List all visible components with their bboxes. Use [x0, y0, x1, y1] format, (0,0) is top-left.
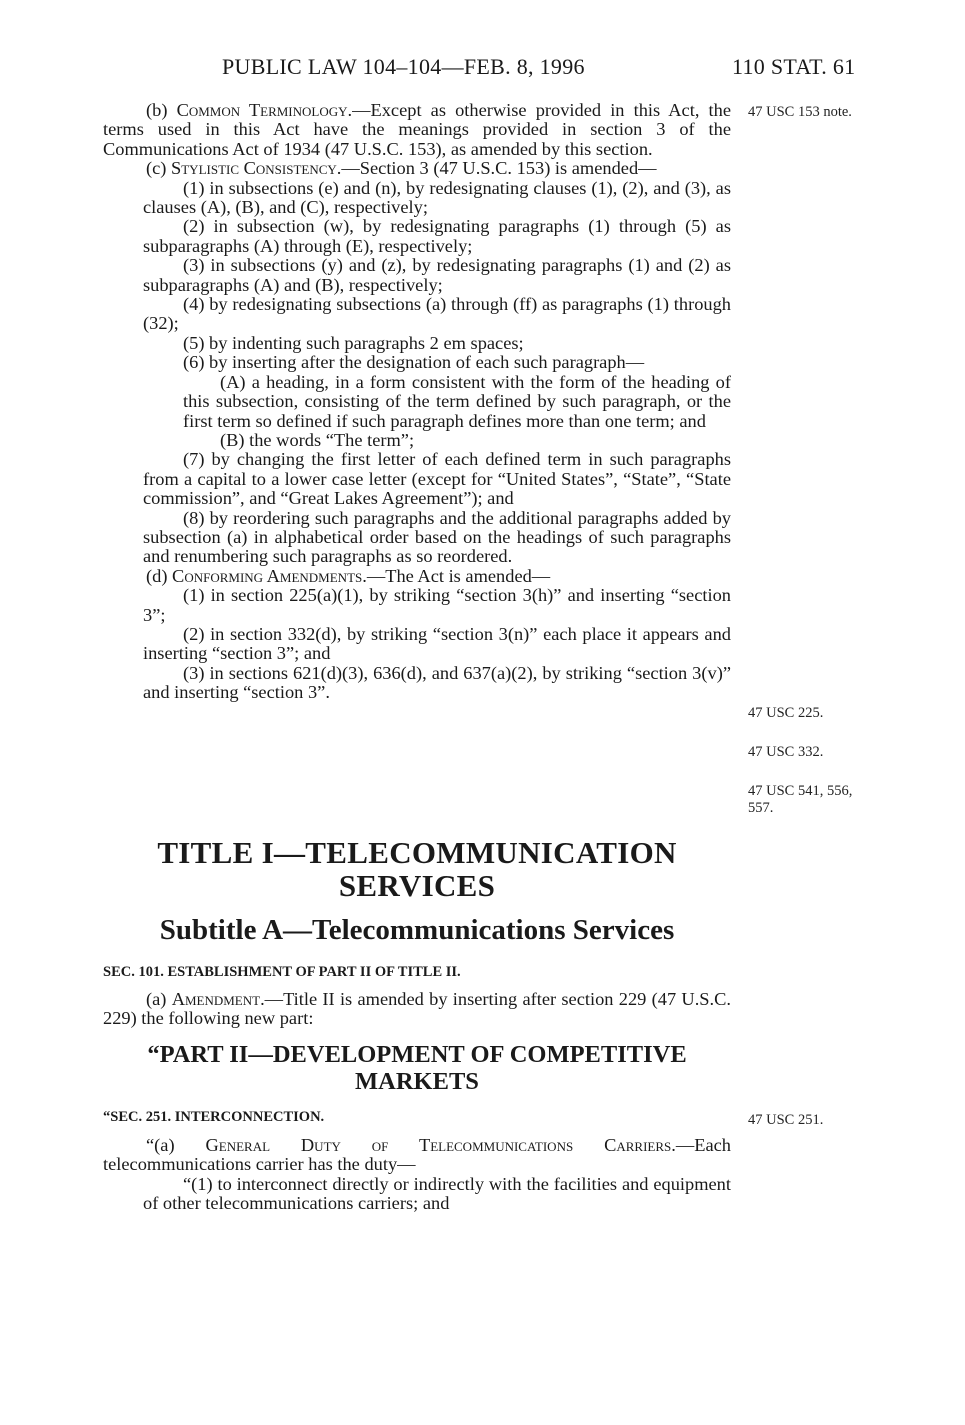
margin-note: 47 USC 541, 556, 557.: [748, 783, 853, 816]
section-251-body: [103, 1136, 731, 1214]
section-body: [103, 101, 731, 703]
clause-5: (5) by indenting such paragraphs 2 em spaces;: [183, 332, 524, 353]
margin-note: 47 USC 251.: [748, 1112, 824, 1128]
clause-d1: (1) in section 225(a)(1), by striking “section 3(h)” and inserting “section 3”;: [143, 585, 731, 625]
part-heading: “PART II—DEVELOPMENT OF COMPETITIVE MARKETS: [147, 1041, 687, 1095]
paragraph-b: (b) Common Terminology.—Except as otherwise provided in this Act, the terms used in this Act have the meanings provided in section 3 of the Communications Act of 1934 (47 U.S.C. 153), as amended by this section.: [103, 100, 732, 159]
clause-7: (7) by changing the first letter of each defined term in such paragraphs from a capital to a lower case letter (except for “United States”, “State”, “State commission”, and “Great Lakes Agreement”); and: [143, 449, 731, 509]
section-heading: “SEC. 251. INTERCONNECTION.: [103, 1109, 325, 1125]
clause-interconnect: “(1) to interconnect directly or indirectly with the facilities and equipment of other telecommunications carriers; and: [143, 1173, 731, 1214]
margin-note: 47 USC 153 note.: [748, 104, 852, 120]
clause-d2: (2) in section 332(d), by striking “section 3(n)” each place it appears and inserting “section 3”; and: [143, 623, 731, 664]
clause-3: (3) in subsections (y) and (z), by redesignating paragraphs (1) and (2) as subparagraphs (A) and (B), respectively;: [143, 255, 731, 295]
clause-1: (1) in subsections (e) and (n), by redesignating clauses (1), (2), and (3), as clauses (A), (B), and (C), respectively;: [143, 177, 731, 218]
paragraph-c: (c) Stylistic Consistency.—Section 3 (47 U.S.C. 153) is amended—: [146, 158, 657, 179]
margin-note: 47 USC 332.: [748, 744, 824, 760]
clause-6B: (B) the words “The term”;: [220, 429, 415, 450]
clause-2: (2) in subsection (w), by redesignating paragraphs (1) through (5) as subparagraphs (A) through (E), respectively;: [143, 216, 731, 256]
clause-8: (8) by reordering such paragraphs and the additional paragraphs added by subsection (a) in alphabetical order based on the headings of such paragraphs and renumbering such paragraphs as so reordered.: [143, 507, 731, 567]
paragraph-general-duty: “(a) General Duty of Telecommunications Carriers.—Each telecommunications carrier has the duty—: [103, 1135, 731, 1175]
page-number: 110 STAT. 61: [732, 54, 856, 79]
section-101-body: [103, 990, 731, 1029]
clause-6: (6) by inserting after the designation of each such paragraph—: [183, 352, 645, 373]
title-heading: TITLE I—TELECOMMUNICATION SERVICES: [157, 835, 677, 903]
paragraph-d: (d) Conforming Amendments.—The Act is amended—: [146, 565, 551, 586]
paragraph-amendment: (a) Amendment.—Title II is amended by inserting after section 229 (47 U.S.C. 229) the following new part:: [103, 989, 731, 1029]
running-header-left: PUBLIC LAW 104–104—FEB. 8, 1996: [222, 54, 585, 79]
section-heading: SEC. 101. ESTABLISHMENT OF PART II OF TITLE II.: [103, 964, 461, 980]
subtitle-heading: Subtitle A—Telecommunications Services: [159, 914, 675, 946]
clause-d3: (3) in sections 621(d)(3), 636(d), and 637(a)(2), by striking “section 3(v)” and inserting “section 3”.: [143, 662, 731, 703]
clause-4: (4) by redesignating subsections (a) through (ff) as paragraphs (1) through (32);: [143, 294, 731, 334]
clause-6A: (A) a heading, in a form consistent with the form of the heading of this subsection, consisting of the term defined by such paragraph, or the first term so defined if such paragraph defines more than one term; and: [183, 371, 731, 431]
margin-note: 47 USC 225.: [748, 705, 824, 721]
